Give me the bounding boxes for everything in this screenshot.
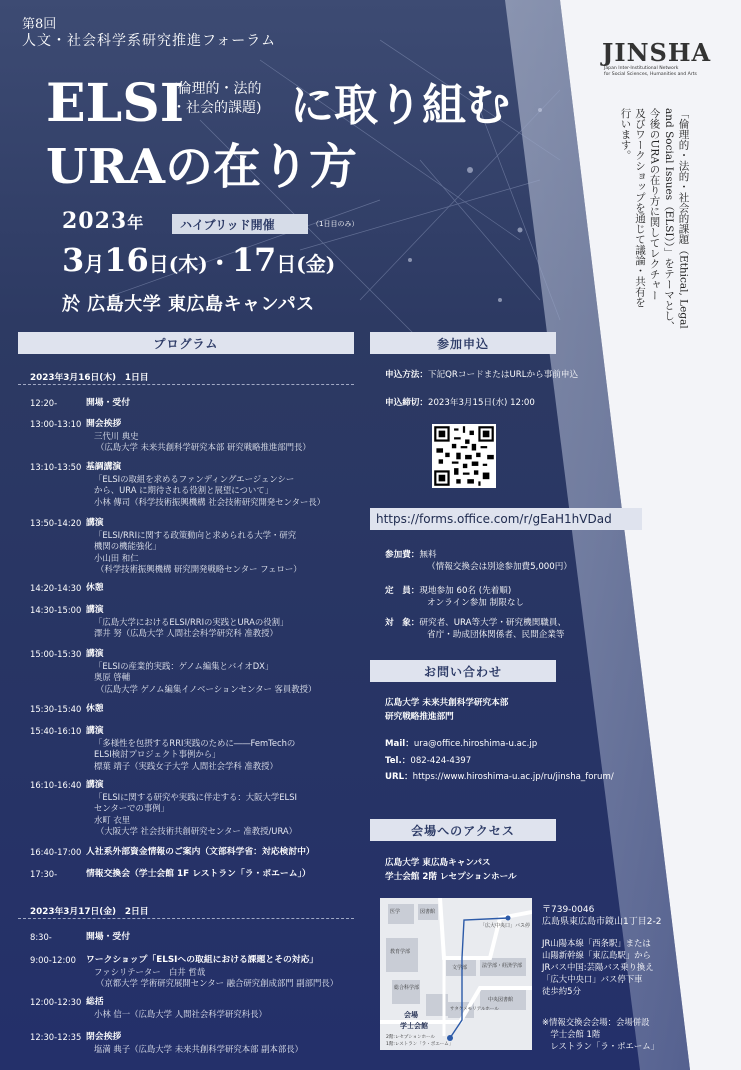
hybrid-badge bbox=[172, 214, 308, 234]
fee-value: 無料 bbox=[419, 550, 437, 560]
map-label-bus: 「広大中央口」バス停 bbox=[480, 923, 531, 929]
apply-method-value: 下記QRコードまたはURLから事前申込 bbox=[427, 370, 579, 380]
intro-line: 行います。 bbox=[619, 108, 632, 161]
title-rest: に取り組む bbox=[290, 80, 510, 131]
schedule-time: 17:30- bbox=[30, 869, 58, 879]
tel-value[interactable]: 082-424-4397 bbox=[410, 756, 472, 766]
qr-code[interactable] bbox=[432, 424, 496, 488]
contact-header: お問い合わせ bbox=[370, 660, 556, 682]
year-number: 2023 bbox=[62, 208, 128, 234]
schedule-time: 16:10-16:40 bbox=[30, 780, 82, 790]
schedule-detail: センターでの事例」 bbox=[94, 803, 170, 813]
date-dow-2: (金) bbox=[296, 252, 336, 276]
route-line: 山陽新幹線「東広島駅」から bbox=[542, 950, 651, 960]
contact-org-1: 広島大学 未来共創科学研究本部 bbox=[385, 698, 509, 708]
year bbox=[62, 208, 144, 234]
address: 広島県東広島市鏡山1丁目2-2 bbox=[542, 917, 662, 927]
registration-header: 参加申込 bbox=[370, 332, 556, 354]
access-header: 会場へのアクセス bbox=[370, 819, 556, 841]
date-month-unit: 月 bbox=[84, 252, 105, 276]
schedule-title: 講演 bbox=[86, 518, 104, 528]
note-line: 学士会館 1階 bbox=[542, 1029, 601, 1039]
hybrid-note: （1日目のみ） bbox=[312, 220, 359, 228]
fee-label: 参加費： bbox=[385, 550, 420, 560]
contact-url bbox=[385, 771, 614, 783]
route-line: JR山陽本線「西条駅」または bbox=[542, 938, 651, 948]
schedule-detail: 「ELSIに関する研究や実践に伴走する：大阪大学ELSI bbox=[94, 791, 297, 802]
apply-method-label: 申込方法： bbox=[385, 370, 428, 380]
note-line: レストラン「ラ・ポエーム」 bbox=[542, 1041, 659, 1051]
apply-deadline bbox=[385, 397, 535, 409]
route-line: JRバス中国:芸陽バス乗り換え bbox=[542, 962, 654, 972]
venue: 於 広島大学 東広島キャンパス bbox=[62, 294, 315, 315]
schedule-time: 13:10-13:50 bbox=[30, 462, 82, 472]
intro-vertical-text bbox=[618, 108, 691, 368]
capacity-value-1: 現地参加 60名 (先着順) bbox=[419, 586, 512, 596]
hybrid-label: ハイブリッド開催 bbox=[180, 217, 275, 232]
schedule-time: 15:00-15:30 bbox=[30, 649, 82, 659]
route-line: 「広大中央口」バス停下車 bbox=[542, 974, 643, 984]
schedule-detail: 小林 傳司（科学技術振興機構 社会技術研究開発センター長） bbox=[94, 496, 326, 507]
schedule-time: 16:40-17:00 bbox=[30, 847, 82, 857]
schedule-detail: （広島大学 ゲノム編集イノベーションセンター 客員教授） bbox=[96, 683, 317, 694]
note-line: ※情報交換会会場：会場併設 bbox=[542, 1017, 650, 1027]
schedule-detail: 水町 衣里 bbox=[94, 814, 131, 825]
schedule-detail: （大阪大学 社会技術共創研究センター 准教授/URA） bbox=[96, 826, 298, 836]
campus-map[interactable] bbox=[380, 898, 532, 1050]
title-paren-2: ・社会的課題) bbox=[172, 100, 262, 116]
schedule-time: 15:40-16:10 bbox=[30, 726, 82, 736]
schedule-title: 講演 bbox=[86, 726, 104, 736]
schedule-title: 開会挨拶 bbox=[86, 419, 122, 429]
schedule-time: 14:20-14:30 bbox=[30, 583, 82, 593]
day2-heading: 2023年3月17日(金) 2日目 bbox=[30, 907, 149, 917]
schedule-detail: ELSI検討プロジェクト事例から」 bbox=[94, 749, 221, 759]
forum-name: 人文・社会科学系研究推進フォーラム bbox=[22, 33, 277, 49]
schedule-detail: 「ELSIの取組を求めるファンディングエージェンシー bbox=[94, 473, 295, 484]
schedule-title: 人社系外部資金情報のご案内（文部科学省：対応検討中） bbox=[86, 847, 315, 857]
apply-deadline-value: 2023年3月15日(水) 12:00 bbox=[427, 398, 535, 408]
apply-method bbox=[385, 369, 578, 381]
edition: 第8回 bbox=[22, 17, 57, 32]
intro-line: 今後のURAの在り方に関してレクチャー bbox=[648, 108, 661, 301]
schedule-detail: 塩満 典子（広島大学 未来共創科学研究本部 副本部長） bbox=[94, 1043, 303, 1054]
fee-note: （情報交換会は別途参加費5,000円） bbox=[427, 562, 572, 572]
schedule-detail: 小林 信一（広島大学 人間社会科学研究科長） bbox=[94, 1008, 267, 1019]
fee bbox=[385, 549, 437, 561]
schedule-detail: 「多様性を包摂するRRI実践のために――FemTechの bbox=[94, 737, 296, 748]
url-value[interactable]: https://www.hiroshima-u.ac.jp/ru/jinsha_forum/ bbox=[412, 772, 614, 782]
target-label: 対 象： bbox=[385, 618, 420, 628]
capacity bbox=[385, 585, 511, 597]
program-header: プログラム bbox=[18, 332, 354, 354]
map-label-b1: 教育学部 bbox=[390, 949, 411, 955]
capacity-label: 定 員： bbox=[385, 586, 420, 596]
map-label-venue-sub-1: 2階:レセプションホール bbox=[386, 1035, 436, 1040]
capacity-value-2: オンライン参加 制限なし bbox=[427, 598, 525, 608]
contact-org-2: 研究戦略推進部門 bbox=[385, 712, 454, 722]
schedule-time: 14:30-15:00 bbox=[30, 605, 82, 615]
schedule-detail: から、URA に期待される役割と展望について」 bbox=[94, 485, 273, 495]
schedule-title: 情報交換会（学士会館 1F レストラン「ラ・ポエーム」） bbox=[86, 869, 311, 879]
date-month: 3 bbox=[62, 241, 85, 279]
schedule-title: 講演 bbox=[86, 605, 104, 615]
event-date bbox=[62, 240, 335, 284]
map-label-venue: 会場 bbox=[404, 1011, 418, 1019]
jinsha-logo: JINSHA bbox=[602, 38, 712, 67]
schedule-time: 13:50-14:20 bbox=[30, 518, 82, 528]
mail-label: Mail： bbox=[385, 739, 414, 749]
schedule-time: 12:00-12:30 bbox=[30, 997, 82, 1007]
schedule-title: 閉会挨拶 bbox=[86, 1032, 122, 1042]
schedule-detail: 「ELSI/RRIに関する政策動向と求められる大学・研究 bbox=[94, 529, 297, 540]
contact-mail bbox=[385, 738, 537, 750]
intro-line: 及びワークショップを通じて議論・共有を bbox=[634, 108, 646, 308]
schedule-detail: 三代川 典史 bbox=[94, 430, 139, 441]
schedule-time: 8:30- bbox=[30, 932, 52, 942]
route-line: 徒歩約5分 bbox=[542, 986, 581, 996]
schedule-title: 開場・受付 bbox=[86, 398, 130, 408]
contact-tel bbox=[385, 755, 471, 767]
target-value-1: 研究者、URA等大学・研究機関職員、 bbox=[419, 618, 567, 628]
title-line-2: URAの在り方 bbox=[46, 139, 357, 195]
map-label-b3: 法学部・経済学部 bbox=[482, 963, 523, 969]
day1-heading: 2023年3月16日(木) 1日目 bbox=[30, 373, 149, 383]
date-day-1: 16 bbox=[104, 241, 149, 279]
schedule-detail: ファシリテーター 白井 哲哉 bbox=[94, 966, 206, 977]
logo-sub-1: Japan Inter-Institutional Network bbox=[604, 66, 679, 71]
schedule-title: 休憩 bbox=[86, 583, 104, 593]
map-label-b2: 文学部 bbox=[452, 965, 468, 971]
access-place-2: 学士会館 2階 レセプションホール bbox=[385, 872, 517, 882]
schedule-title: ワークショップ「ELSIへの取組における課題とその対応」 bbox=[86, 955, 319, 965]
schedule-title: 講演 bbox=[86, 649, 104, 659]
schedule-detail: （広島大学 未来共創科学研究本部 研究戦略推進部門長） bbox=[96, 442, 311, 452]
url-label: URL： bbox=[385, 772, 413, 782]
access-place-1: 広島大学 東広島キャンパス bbox=[385, 858, 491, 868]
intro-line: and Social Issues（ELSI））」をテーマとし、 bbox=[663, 108, 675, 332]
schedule-detail: 標葉 靖子（実践女子大学 人間社会学科 准教授） bbox=[94, 760, 278, 771]
schedule-detail: 機関の機能強化」 bbox=[94, 541, 161, 551]
title-paren-1: (倫理的・法的 bbox=[172, 81, 262, 97]
map-label-b6: 総合科学部 bbox=[394, 985, 420, 991]
schedule-time: 9:00-12:00 bbox=[30, 955, 76, 965]
schedule-detail: （京都大学 学術研究展開センター 融合研究創成部門 副部門長） bbox=[96, 978, 339, 988]
schedule-title: 休憩 bbox=[86, 704, 104, 714]
map-label-b7: 医学 bbox=[390, 909, 401, 915]
divider bbox=[18, 918, 354, 919]
date-day-unit-1: 日 bbox=[148, 252, 169, 276]
schedule-detail: 「広島大学におけるELSI/RRIの実践とURAの役割」 bbox=[94, 616, 289, 627]
schedule-detail: 澤井 努（広島大学 人間社会科学研究科 准教授） bbox=[94, 628, 278, 638]
schedule-detail: 「ELSIの産業的実践：ゲノム編集とバイオDX」 bbox=[94, 660, 274, 671]
map-label-b5: サタケメモリアルホール bbox=[450, 1007, 499, 1012]
date-separator: ・ bbox=[207, 248, 232, 277]
date-dow-1: (木) bbox=[168, 252, 208, 276]
schedule-title: 講演 bbox=[86, 780, 104, 790]
schedule-detail: （科学技術振興機構 研究開発戦略センター フェロー） bbox=[96, 564, 302, 574]
postal-code: 〒739-0046 bbox=[542, 905, 595, 915]
title-elsi: ELSI bbox=[46, 73, 185, 134]
schedule-time: 12:30-12:35 bbox=[30, 1032, 82, 1042]
year-unit: 年 bbox=[127, 213, 145, 232]
map-label-venue-name: 学士会館 bbox=[400, 1022, 428, 1030]
mail-value[interactable]: ura@office.hiroshima-u.ac.jp bbox=[413, 739, 538, 749]
schedule-time: 13:00-13:10 bbox=[30, 419, 82, 429]
apply-deadline-label: 申込締切： bbox=[385, 398, 428, 408]
tel-label: Tel.： bbox=[385, 756, 411, 766]
map-label-venue-sub-2: 1階:レストラン「ラ・ポエーム」 bbox=[386, 1042, 454, 1047]
target bbox=[385, 617, 566, 629]
intro-line: 「倫理的・法的・社会的課題（Ethical, Legal bbox=[677, 108, 690, 329]
map-label-b4: 中央図書館 bbox=[488, 997, 514, 1003]
registration-url[interactable]: https://forms.office.com/r/gEaH1hVDad bbox=[370, 508, 642, 530]
divider bbox=[18, 384, 354, 385]
date-day-unit-2: 日 bbox=[276, 252, 297, 276]
schedule-time: 12:20- bbox=[30, 398, 58, 408]
schedule-detail: 奥原 啓輔 bbox=[94, 672, 131, 682]
map-label-lib: 図書館 bbox=[420, 909, 436, 915]
schedule-detail: 小山田 和仁 bbox=[94, 552, 139, 563]
date-day-2: 17 bbox=[231, 241, 277, 279]
schedule-title: 開場・受付 bbox=[86, 932, 130, 942]
schedule-title: 基調講演 bbox=[86, 462, 122, 472]
route bbox=[542, 937, 654, 997]
schedule-title: 総括 bbox=[86, 997, 104, 1007]
logo-sub-2: for Social Sciences, Humanities and Arts bbox=[604, 72, 697, 77]
party-note bbox=[542, 1016, 659, 1052]
schedule-time: 15:30-15:40 bbox=[30, 704, 82, 714]
target-value-2: 省庁・助成団体関係者、民間企業等 bbox=[427, 630, 565, 640]
